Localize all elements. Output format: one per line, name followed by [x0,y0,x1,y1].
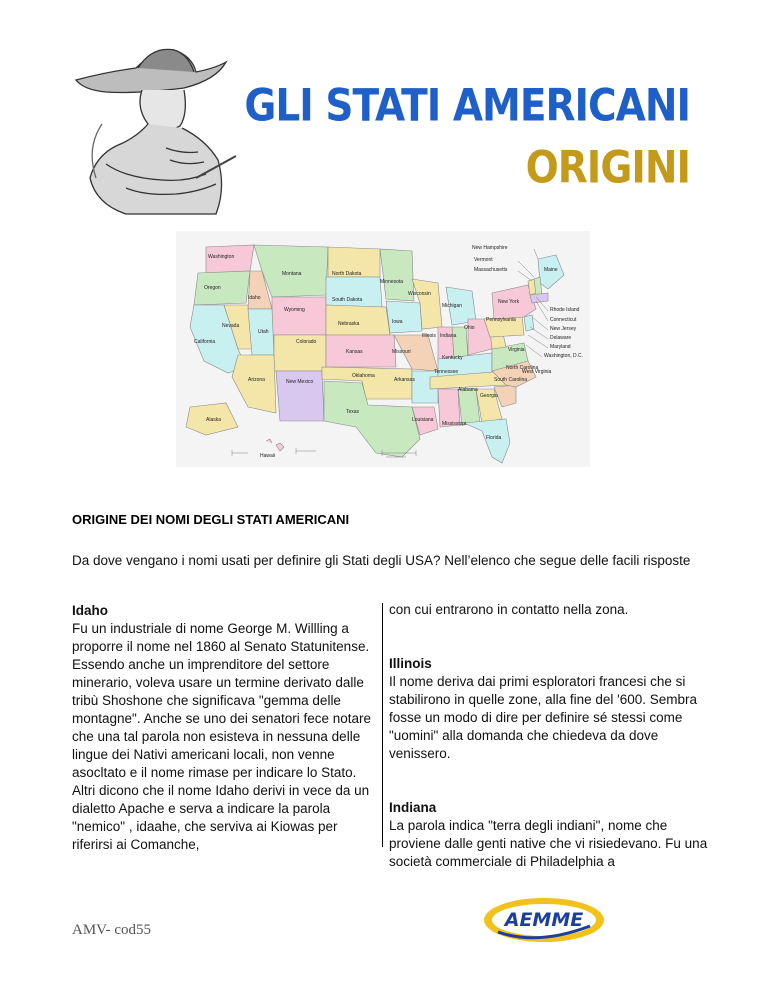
map-label-idaho: Idaho [248,295,261,301]
usa-map [176,231,590,467]
map-label-colorado: Colorado [296,339,317,345]
map-label-missouri: Missouri [392,349,411,355]
map-label-mississippi: Mississippi [442,421,467,427]
map-label-connecticut: Connecticut [550,317,577,323]
map-label-montana: Montana [282,271,302,277]
map-label-north-carolina: North Carolina [506,365,539,371]
map-label-washington: Washington [208,254,235,260]
entry-title-indiana: Indiana [389,800,437,815]
map-label-west-virginia: West Virginia [522,369,552,375]
right-continuation: con cui entrarono in contatto nella zona. [389,602,629,617]
map-label-delaware: Delaware [550,335,572,341]
map-label-indiana: Indiana [440,333,457,339]
cowboy-illustration [66,28,241,216]
map-label-oregon: Oregon [204,285,221,291]
right-column [389,601,711,871]
map-label-maryland: Maryland [550,344,571,350]
map-label-washington-dc: Washington, D.C. [544,353,583,359]
entry-text-illinois: Il nome deriva dai primi esploratori francesi che si stabilirono in quelle zone, alla fine del '600. Sembra fosse un modo di dire per definire sé stessi come "uomini" alla domanda che chiedeva da dove venissero. [389,674,698,761]
column-divider [382,603,383,847]
map-label-illinois: Illinois [422,333,436,339]
map-label-hawaii: Hawaii [260,453,276,459]
map-label-michigan: Michigan [442,303,463,309]
map-label-texas: Texas [346,409,360,415]
map-label-new-york: New York [498,299,520,305]
map-label-nevada: Nevada [222,323,240,329]
section-heading: ORIGINE DEI NOMI DEGLI STATI AMERICANI [72,512,350,527]
map-label-wisconsin: Wisconsin [408,291,431,297]
map-label-ohio: Ohio [464,325,475,331]
map-label-new-jersey: New Jersey [550,326,577,332]
map-label-new-hampshire: New Hampshire [472,245,508,251]
map-label-tennessee: Tennessee [434,369,459,375]
map-label-virginia: Virginia [508,347,525,353]
entry-title-illinois: Illinois [389,656,432,671]
map-label-kentucky: Kentucky [442,355,463,361]
map-label-alabama: Alabama [458,387,478,393]
map-label-oklahoma: Oklahoma [352,373,375,379]
footer-code: AMV- cod55 [72,922,152,938]
aemme-logo [478,886,608,950]
map-label-south-dakota: South Dakota [332,297,363,303]
map-label-maine: Maine [544,267,558,273]
map-label-rhode-island: Rhode Island [550,307,580,313]
logo-text: AEMME [504,909,584,931]
map-label-wyoming: Wyoming [284,307,305,313]
map-label-north-dakota: North Dakota [332,271,362,277]
map-label-vermont: Vermont [474,257,493,263]
map-label-arkansas: Arkansas [394,377,415,383]
map-label-alaska: Alaska [206,417,222,423]
map-label-arizona: Arizona [248,377,265,383]
map-label-florida: Florida [486,435,502,441]
title-line-1: GLI STATI AMERICANI [244,80,690,132]
map-label-new-mexico: New Mexico [286,379,314,385]
map-label-iowa: Iowa [392,319,403,325]
map-label-california: California [194,339,216,345]
map-label-minnesota: Minnesota [380,279,404,285]
entry-text-indiana: La parola indica "terra degli indiani", nome che proviene dalle genti native che vi risiedevano. Fu una società commerciale di Philadelphia a [389,818,708,869]
map-label-nebraska: Nebraska [338,321,360,327]
map-label-georgia: Georgia [480,393,498,399]
map-label-utah: Utah [258,329,269,335]
intro-paragraph: Da dove vengano i nomi usati per definire gli Stati degli USA? Nell’elenco che segue delle facili risposte [72,553,691,568]
left-column [72,602,378,854]
entry-text-idaho: Fu un industriale di nome George M. Willling a proporre il nome nel 1860 al Senato Statunitense. Essendo anche un imprenditore del settore minerario, voleva usare un termine derivato dalle tribù Shoshone che significava "gemma delle montagne". Anche se uno dei senatori fece notare che una tal parola non esisteva in nessuna delle lingue dei Nativi americani locali, non venne asocltato e il nome rimase per indicare lo Stato. Altri dicono che il nome Idaho derivi in vece da un dialetto Apache e serva a indicare la parola "nemico" , idaahe, che serviva ai Kiowas per riferirsi ai Comanche, [72,621,371,852]
map-label-kansas: Kansas [346,349,363,355]
map-label-massachusetts: Massachusetts [474,267,508,273]
title-line-2: ORIGINI [525,142,690,194]
map-label-louisiana: Louisiana [412,417,434,423]
map-label-south-carolina: South Carolina [494,377,528,383]
map-label-pennsylvania: Pennsylvania [486,317,516,323]
entry-title-idaho: Idaho [72,603,108,618]
